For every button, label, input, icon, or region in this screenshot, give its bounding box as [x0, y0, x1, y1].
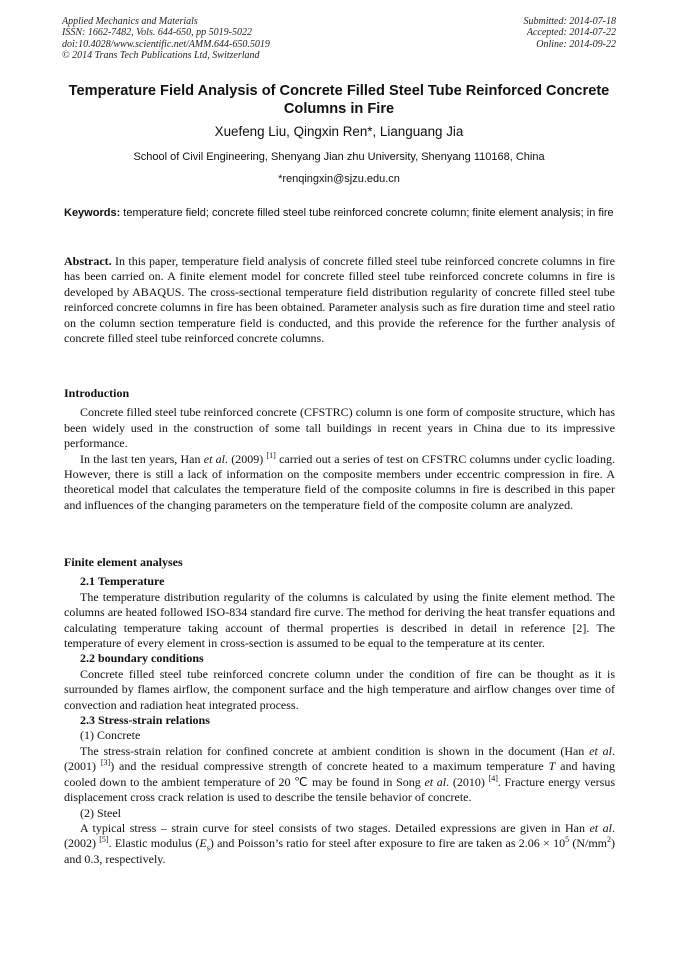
steel-subheading: (2) Steel: [80, 805, 121, 820]
journal-doi: doi:10.4028/www.scientific.net/AMM.644-650.5019: [62, 38, 270, 50]
introduction-paragraph-2: In the last ten years, Han et al. (2009) [1] carried out a series of test on CFSTRC columns under cyclic loading. However, there is still a lack of information on the composite members under eccentric compression in fire. A theoretical model that calculates the temperature field of the composite columns in fire is described in this paper and influences of the changing parameters on the temperature field of the composite column are analyzed.: [64, 450, 616, 512]
section-2-1-text: The temperature distribution regularity of the columns is calculated by using the finite element method. The columns are heated followed ISO-834 standard fire curve. The method for deriving the heat transfer equations and calculating temperature taking account of thermal properties is described in detail in reference [2]. The temperature of every element in cross-section is assumed to be equal to the temperature at its center.: [64, 589, 615, 651]
keywords-label: Keywords:: [64, 207, 121, 219]
keywords: [64, 206, 614, 221]
affiliation: School of Civil Engineering, Shenyang Jian zhu University, Shenyang 110168, China: [133, 151, 545, 163]
steel-paragraph: A typical stress – strain curve for steel consists of two stages. Detailed expressions are given in Han et al. (2002) [5]. Elastic modulus $(E_s)$ and Poisson’s ratio for steel after exposure to fire are taken as $2.06 \times 10^5$ $(N/mm^2)$ and 0.3, respectively.: [64, 820, 616, 866]
journal-name: Applied Mechanics and Materials: [62, 16, 198, 27]
paper-title: Temperature Field Analysis of Concrete Filled Steel Tube Reinforced Concrete Columns in Fire: [68, 83, 610, 117]
fea-heading: Finite element analyses: [64, 555, 183, 569]
journal-issn: ISSN: 1662-7482, Vols. 644-650, pp 5019-5022: [62, 27, 252, 39]
section-2-1-heading: 2.1 Temperature: [80, 574, 165, 589]
authors: Xuefeng Liu, Qingxin Ren*, Lianguang Jia: [214, 124, 464, 139]
abstract: [64, 254, 615, 346]
abstract-text: In this paper, temperature field analysis of concrete filled steel tube reinforced concrete columns in fire has been carried on. A finite element model for concrete filled steel tube reinforced concrete columns in fire is developed by ABAQUS. The cross-sectional temperature field distribution regularity of concrete filled steel tube reinforced concrete columns in fire has been obtained. Parameter analysis such as fire duration time and steel ratio on the column section temperature field is conducted, and this provide the reference for the further analysis of concrete filled steel tube reinforced concrete columns.: [64, 254, 615, 346]
submission-dates: [524, 16, 617, 50]
accepted-date: Accepted: 2014-07-22: [526, 27, 616, 39]
corresponding-email: *renqingxin@sjzu.edu.cn: [278, 173, 400, 185]
abstract-label: Abstract.: [64, 254, 112, 268]
introduction-paragraph-1: Concrete filled steel tube reinforced concrete (CFSTRC) column is one form of composite structure, which has been widely used in the construction of some tall buildings in recent years in China due to its impressive performance.: [64, 405, 615, 451]
online-date: Online: 2014-09-22: [536, 38, 616, 50]
section-2-2-heading: 2.2 boundary conditions: [80, 651, 204, 666]
section-2-2-text: Concrete filled steel tube reinforced concrete column under the condition of fire can be thought as it is surrounded by flames airflow, the component surface and the high temperature and airflow changes over time of convection and radiation heat integrated process.: [64, 666, 615, 712]
submitted-date: Submitted: 2014-07-18: [523, 16, 616, 27]
fea-section: [64, 555, 615, 867]
keywords-text: temperature field; concrete filled steel tube reinforced concrete column; finite element analysis; in fire: [120, 207, 614, 219]
citation-5: [5]: [99, 835, 109, 845]
section-2-3-heading: 2.3 Stress-strain relations: [80, 713, 210, 728]
concrete-paragraph: The stress-strain relation for confined concrete at ambient condition is shown in the document (Han et al. (2001) [3]) and the residual compressive strength of concrete heated to a maximum temperature T and having cooled down to the ambient temperature of 20 ℃ may be found in Song et al. (2010) [4]. Fracture energy versus displacement cross crack relation is used to describe the tensile behavior of concrete.: [64, 743, 616, 805]
introduction-section: [64, 386, 615, 513]
journal-info: [62, 16, 270, 62]
concrete-subheading: (1) Concrete: [80, 728, 141, 743]
citation-1: [1]: [266, 450, 276, 460]
citation-4: [4]: [488, 773, 498, 783]
journal-copyright: © 2014 Trans Tech Publications Ltd, Switzerland: [62, 50, 260, 62]
citation-3: [3]: [100, 758, 111, 768]
introduction-heading: Introduction: [64, 386, 130, 400]
